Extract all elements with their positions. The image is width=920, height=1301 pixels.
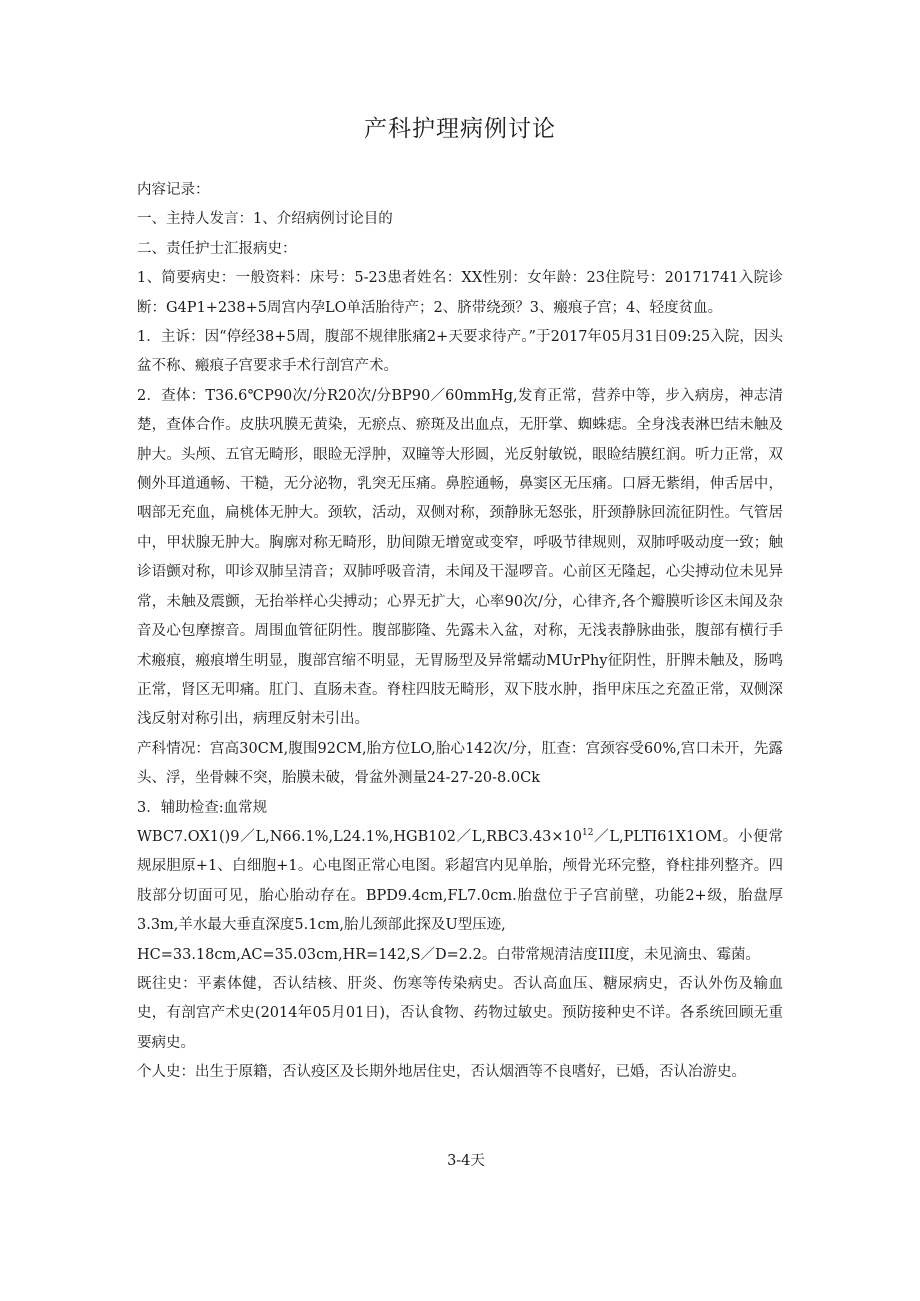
aux-exam-text-a: WBC7.OX1()9／L,N66.1%,L24.1%,HGB102／L,RBC3.43×10 bbox=[137, 828, 582, 845]
obstetric-paragraph: 产科情况：宫高30CM,腹围92CM,胎方位LO,胎心142次/分，肛查：宫颈容受60%,宫口未开，先露头、浮，坐骨棘不突，胎膜未破，骨盆外测量24-27-20-8.0Ck bbox=[137, 740, 783, 787]
aux-exam-text-b: ／L,PLTI61X1OM。小便常规尿胆原+1、白细胞+1。心电图正常心电图。彩超宫内见单胎，颅骨光环完整，脊柱排列整齐。四肢部分切面可见，胎心胎动存在。BPD9.4cm,FL7.0cm.胎盘位于子宫前壁，功能2+级，胎盘厚3.3m,羊水最大垂直深度5.1cm,胎儿颈部此探及U型压迹, bbox=[137, 828, 783, 934]
aux-exam-paragraph-2: HC=33.18cm,AC=35.03cm,HR=142,S／D=2.2。白带常规清洁度III度，未见滴虫、霉菌。 bbox=[137, 946, 761, 963]
chief-complaint-paragraph: 1．主诉：因“停经38+5周，腹部不规律胀痛2+天要求待产。”于2017年05月31日09:25入院，因头盆不称、瘢痕子宫要求手术行剖宫产术。 bbox=[137, 329, 783, 375]
past-history-paragraph: 既往史：平素体健，否认结核、肝炎、伤寒等传染病史。否认高血压、糖尿病史，否认外伤及输血史，有剖宫产术史(2014年05月01日)，否认食物、药物过敏史。预防接种史不详。各系统回顾无重要病史。 bbox=[137, 975, 783, 1051]
physical-exam-paragraph: 2．查体：T36.6℃P90次/分R20次/分BP90／60mmHg,发育正常，营养中等，步入病房，神志清楚，查体合作。皮肤巩膜无黄染，无瘀点、瘀斑及出血点，无肝掌、蜘蛛痣。全身浅表淋巴结未触及肿大。头颅、五官无畸形，眼睑无浮肿，双瞳等大形圆，光反射敏锐，眼睑结膜红润。听力正常，双侧外耳道通畅、干糙，无分泌物，乳突无压痛。鼻腔通畅，鼻窦区无压痛。口唇无紫绢，伸舌居中，咽部无充血，扁桃体无肿大。颈软，活动，双侧对称，颈静脉无怒张，肝颈静脉回流征阴性。气管居中，甲状腺无肿大。胸廓对称无畸形，肋间隙无增宽或变窄，呼吸节律规则，双肺呼吸动度一致；触诊语颤对称，叩诊双肺呈清音；双肺呼吸音清，未闻及干湿啰音。心前区无隆起，心尖搏动位未见异常，未触及震颤，无抬举样心尖搏动；心界无扩大，心率90次/分，心律齐,各个瓣膜听诊区未闻及杂音及心包摩擦音。周围血管征阴性。腹部膨隆、先露未入盆，对称，无浅表静脉曲张，腹部有横行手术瘢痕，瘢痕增生明显，腹部宫缩不明显，无胃肠型及异常蠕动MUrPhy征阴性，肝脾未触及，肠鸣正常，肾区无叩痛。肛门、直肠未查。脊柱四肢无畸形，双下肢水肿，指甲床压之充盈正常，双侧深浅反射对称引出，病理反射未引出。 bbox=[137, 387, 783, 728]
brief-history-paragraph: 1、简要病史：一般资料：床号：5-23患者姓名：XX性别：女年龄：23住院号：20171741入院诊断：G4P1+238+5周宫内孕LO单活胎待产；2、脐带绕颈？3、瘢痕子宫；4、轻度贫血。 bbox=[137, 270, 783, 316]
aux-exam-heading: 3．辅助检查:血常规 bbox=[137, 799, 268, 816]
document-body bbox=[137, 176, 783, 1088]
record-label: 内容记录： bbox=[137, 182, 210, 198]
document-title: 产科护理病例讨论 bbox=[364, 116, 556, 142]
section-host-speech: 一、主持人发言：1、介绍病例讨论目的 bbox=[137, 211, 393, 228]
section-nurse-report: 二、责任护士汇报病史： bbox=[137, 240, 297, 257]
personal-history-paragraph: 个人史：出生于原籍，否认疫区及长期外地居住史，否认烟酒等不良嗜好，已婚，否认冶游史。 bbox=[137, 1064, 746, 1081]
aux-exam-paragraph bbox=[137, 823, 783, 941]
aux-exam-superscript: 12 bbox=[581, 828, 594, 839]
footer-note: 3-4天 bbox=[447, 1153, 485, 1169]
